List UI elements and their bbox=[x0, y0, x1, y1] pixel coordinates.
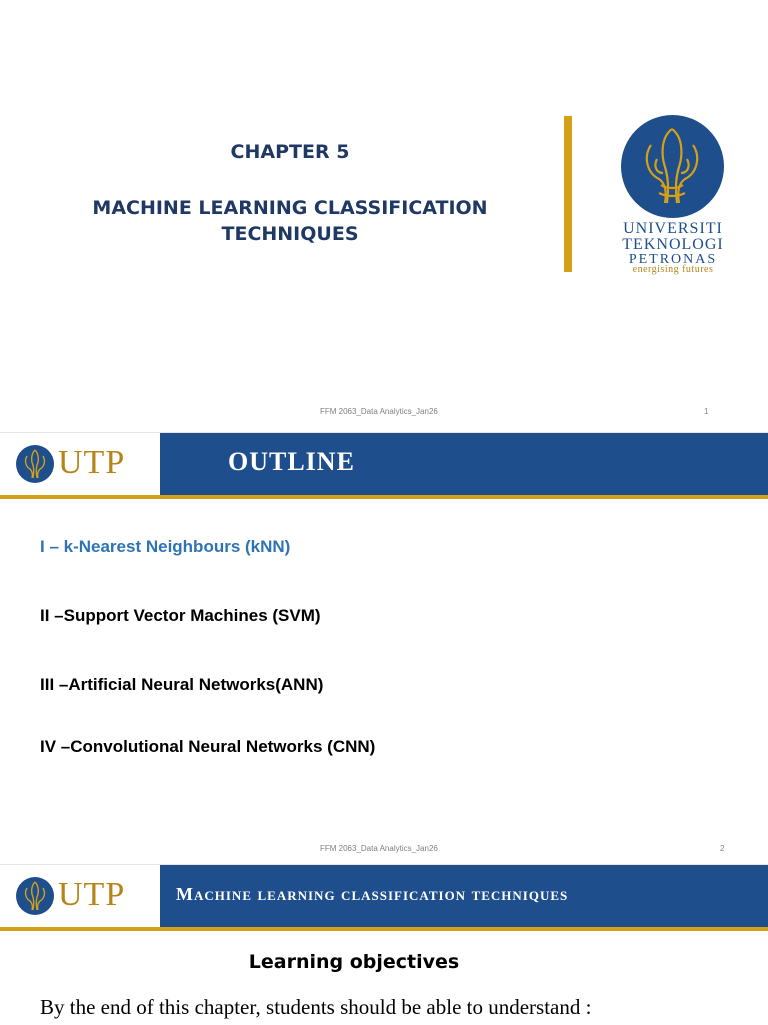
gold-divider bbox=[564, 116, 572, 272]
chapter-title-line-1: MACHINE LEARNING CLASSIFICATION bbox=[92, 197, 488, 219]
outline-item-svm: II –Support Vector Machines (SVM) bbox=[40, 606, 321, 625]
outline-item-ann: III –Artificial Neural Networks(ANN) bbox=[40, 675, 324, 694]
slide-footer: FFM 2063_Data Analytics_Jan26 bbox=[320, 844, 438, 853]
header-logo-text: UTP bbox=[58, 876, 126, 913]
slide-title: OUTLINE bbox=[228, 447, 355, 476]
chapter-title bbox=[60, 195, 520, 247]
logo-text-teknologi: TEKNOLOGI bbox=[622, 236, 724, 253]
slide-number: 1 bbox=[704, 407, 709, 416]
learning-objectives-intro: By the end of this chapter, students should be able to understand : bbox=[40, 995, 592, 1019]
header-logo-area bbox=[0, 433, 160, 495]
outline-item-cnn: IV –Convolutional Neural Networks (CNN) bbox=[40, 737, 376, 756]
logo-tagline: energising futures bbox=[632, 264, 714, 275]
slide-1 bbox=[0, 0, 768, 432]
header-logo-text: UTP bbox=[58, 444, 126, 481]
utp-emblem-icon bbox=[621, 115, 724, 218]
outline-item-knn: I – k-Nearest Neighbours (kNN) bbox=[40, 537, 291, 556]
header-logo-area bbox=[0, 865, 160, 927]
header-gold-rule bbox=[0, 495, 768, 499]
logo-text-universiti: UNIVERSITI bbox=[623, 220, 723, 237]
header-gold-rule bbox=[0, 927, 768, 931]
learning-objectives-heading: Learning objectives bbox=[248, 951, 460, 973]
chapter-label: CHAPTER 5 bbox=[230, 141, 350, 163]
logo-text-petronas: PETRONAS bbox=[628, 252, 718, 267]
slide-title: Machine learning classification techniques bbox=[176, 884, 569, 904]
utp-emblem-small-icon bbox=[16, 445, 54, 483]
chapter-title-line-2: TECHNIQUES bbox=[221, 223, 359, 245]
utp-emblem-small-icon bbox=[16, 877, 54, 915]
slide-3 bbox=[0, 864, 768, 1025]
slide-footer: FFM 2063_Data Analytics_Jan26 bbox=[320, 407, 438, 416]
slide-2 bbox=[0, 432, 768, 865]
slide-number: 2 bbox=[720, 844, 725, 853]
